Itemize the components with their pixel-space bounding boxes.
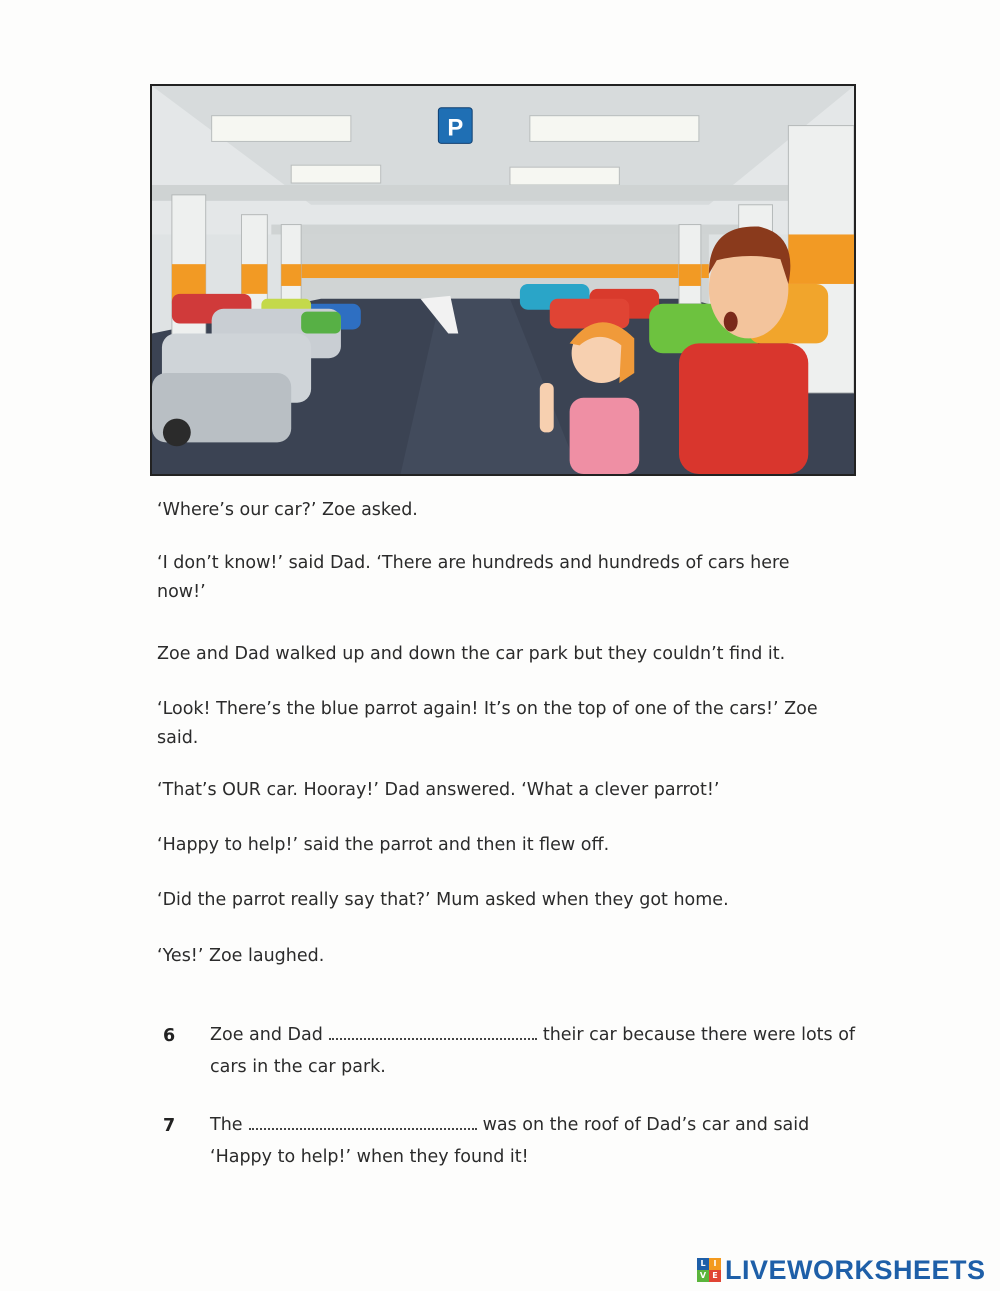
car-park-illustration xyxy=(150,84,856,476)
question-7-blank[interactable] xyxy=(249,1114,477,1130)
question-7-before: The xyxy=(210,1115,243,1135)
question-7-after: was on the roof of Dad’s car and said ‘Happy to help!’ when they found it! xyxy=(210,1115,810,1167)
question-6-number: 6 xyxy=(163,1026,176,1046)
question-6-before: Zoe and Dad xyxy=(210,1025,323,1045)
question-6-after: their car because there were lots of cars in the car park. xyxy=(210,1025,856,1077)
question-6 xyxy=(210,1019,860,1083)
story-paragraph-5: ‘That’s OUR car. Hooray!’ Dad answered. ‘What a clever parrot!’ xyxy=(157,780,720,800)
liveworksheets-logo xyxy=(697,1255,986,1285)
story-paragraph-2: ‘I don’t know!’ said Dad. ‘There are hundreds and hundreds of cars here now!’ xyxy=(157,553,790,602)
story-paragraph-3: Zoe and Dad walked up and down the car park but they couldn’t find it. xyxy=(157,644,786,664)
logo-text: LIVEWORKSHEETS xyxy=(725,1254,986,1285)
logo-letter-e: E xyxy=(709,1270,721,1282)
logo-mark-icon xyxy=(697,1258,721,1282)
story-paragraph-6: ‘Happy to help!’ said the parrot and then it flew off. xyxy=(157,835,610,855)
story-paragraph-4: ‘Look! There’s the blue parrot again! It’s on the top of one of the cars!’ Zoe said. xyxy=(157,699,818,748)
car-park-scene xyxy=(152,86,854,474)
parking-sign-letter: P xyxy=(447,114,464,142)
question-7 xyxy=(210,1109,860,1173)
story-paragraph-1: ‘Where’s our car?’ Zoe asked. xyxy=(157,500,418,520)
logo-letter-v: V xyxy=(697,1270,709,1282)
story-paragraph-7: ‘Did the parrot really say that?’ Mum asked when they got home. xyxy=(157,890,729,910)
story-paragraph-8: ‘Yes!’ Zoe laughed. xyxy=(157,946,325,966)
question-6-blank[interactable] xyxy=(329,1024,537,1040)
logo-letter-i: I xyxy=(709,1258,721,1270)
question-7-number: 7 xyxy=(163,1116,176,1136)
logo-letter-l: L xyxy=(697,1258,709,1270)
